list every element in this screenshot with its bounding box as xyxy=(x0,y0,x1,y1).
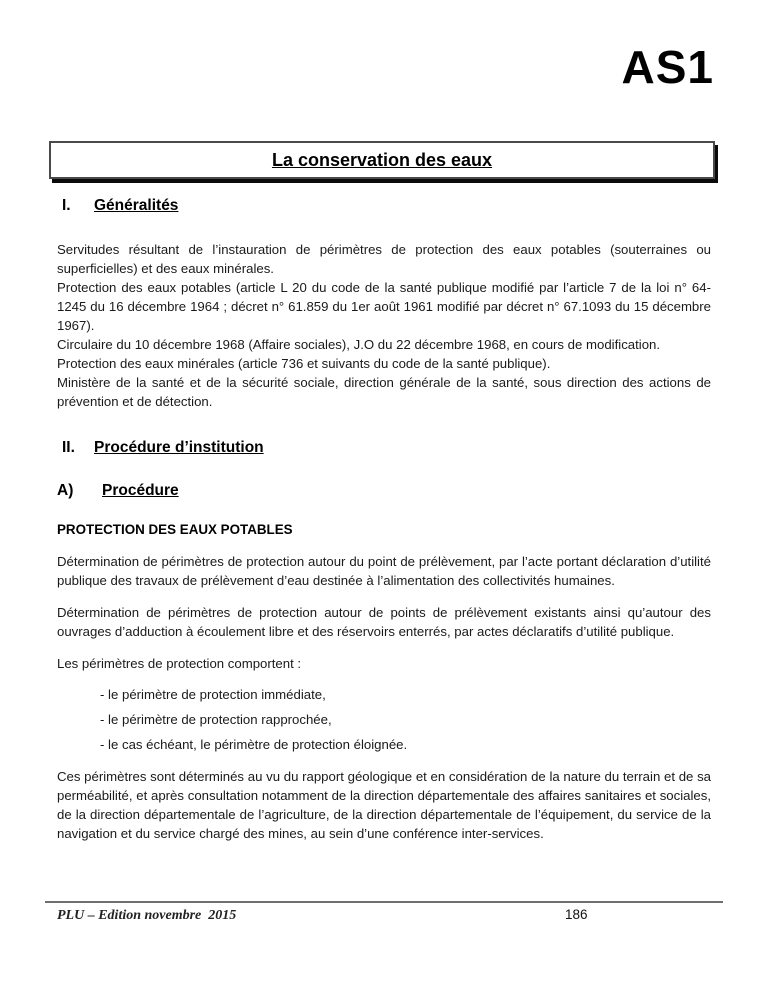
paragraph: Détermination de périmètres de protection autour de points de prélèvement existants ainsi qu’autour des ouvrages d’adduction à écoulement libre et des réservoirs enterrés, par actes déclaratifs d’utilité publique. xyxy=(57,605,711,639)
section-heading-procedure-institution xyxy=(57,438,711,457)
section-number: II. xyxy=(62,439,75,456)
document-body xyxy=(57,196,711,843)
generalites-paragraphs xyxy=(57,240,711,411)
list-intro: Les périmètres de protection comportent : xyxy=(57,656,302,671)
paragraph: Détermination de périmètres de protection autour du point de prélèvement, par l’acte portant déclaration d’utilité publique des travaux de prélèvement d’eau destinée à l’alimentation des collectivités humaines. xyxy=(57,554,711,588)
subsection-number: A) xyxy=(57,482,74,499)
document-title: La conservation des eaux xyxy=(271,149,493,170)
list-item: - le cas échéant, le périmètre de protection éloignée. xyxy=(100,737,408,752)
section-heading-generalites xyxy=(57,196,711,215)
section-title: Généralités xyxy=(94,197,179,214)
document-code: AS1 xyxy=(621,41,714,93)
paragraph: Protection des eaux minérales (article 736 et suivants du code de la santé publique). xyxy=(57,356,551,371)
perimetres-list xyxy=(57,685,711,754)
paragraph: Ces périmètres sont déterminés au vu du rapport géologique et en considération de la nature du terrain et de sa perméabilité, et après consultation notamment de la direction départementale des affaires sanitaires et sociales, de la direction départementale de l’agriculture, de la direction départementale de l’équipement, du service de la navigation et du service chargé des mines, au sein d’une conférence inter-services. xyxy=(57,769,711,841)
section-title: Procédure d’institution xyxy=(94,439,264,456)
list-item: - le périmètre de protection immédiate, xyxy=(100,687,326,702)
run-in-heading-eaux-potables: PROTECTION DES EAUX POTABLES xyxy=(57,522,293,537)
footer-edition-label: PLU – Edition novembre 2015 xyxy=(57,908,237,923)
paragraph: Circulaire du 10 décembre 1968 (Affaire sociales), J.O du 22 décembre 1968, en cours de modification. xyxy=(57,337,661,352)
subsection-title: Procédure xyxy=(102,482,179,499)
document-title-box xyxy=(49,141,715,179)
section-number: I. xyxy=(62,197,71,214)
paragraph: Protection des eaux potables (article L 20 du code de la santé publique modifié par l’article 7 de la loi n° 64-1245 du 16 décembre 1964 ; décret n° 61.859 du 1er août 1961 modifié par décret n° 67.1093 du 15 décembre 1967). xyxy=(57,280,711,333)
subsection-heading-procedure xyxy=(57,481,711,500)
footer-page-number: 186 xyxy=(565,907,588,922)
list-item: - le périmètre de protection rapprochée, xyxy=(100,712,332,727)
page-footer xyxy=(45,901,723,923)
paragraph: Servitudes résultant de l’instauration de périmètres de protection des eaux potables (souterraines ou superficielles) et des eaux minérales. xyxy=(57,242,711,276)
paragraph: Ministère de la santé et de la sécurité sociale, direction générale de la santé, sous direction des actions de prévention et de détection. xyxy=(57,375,711,409)
